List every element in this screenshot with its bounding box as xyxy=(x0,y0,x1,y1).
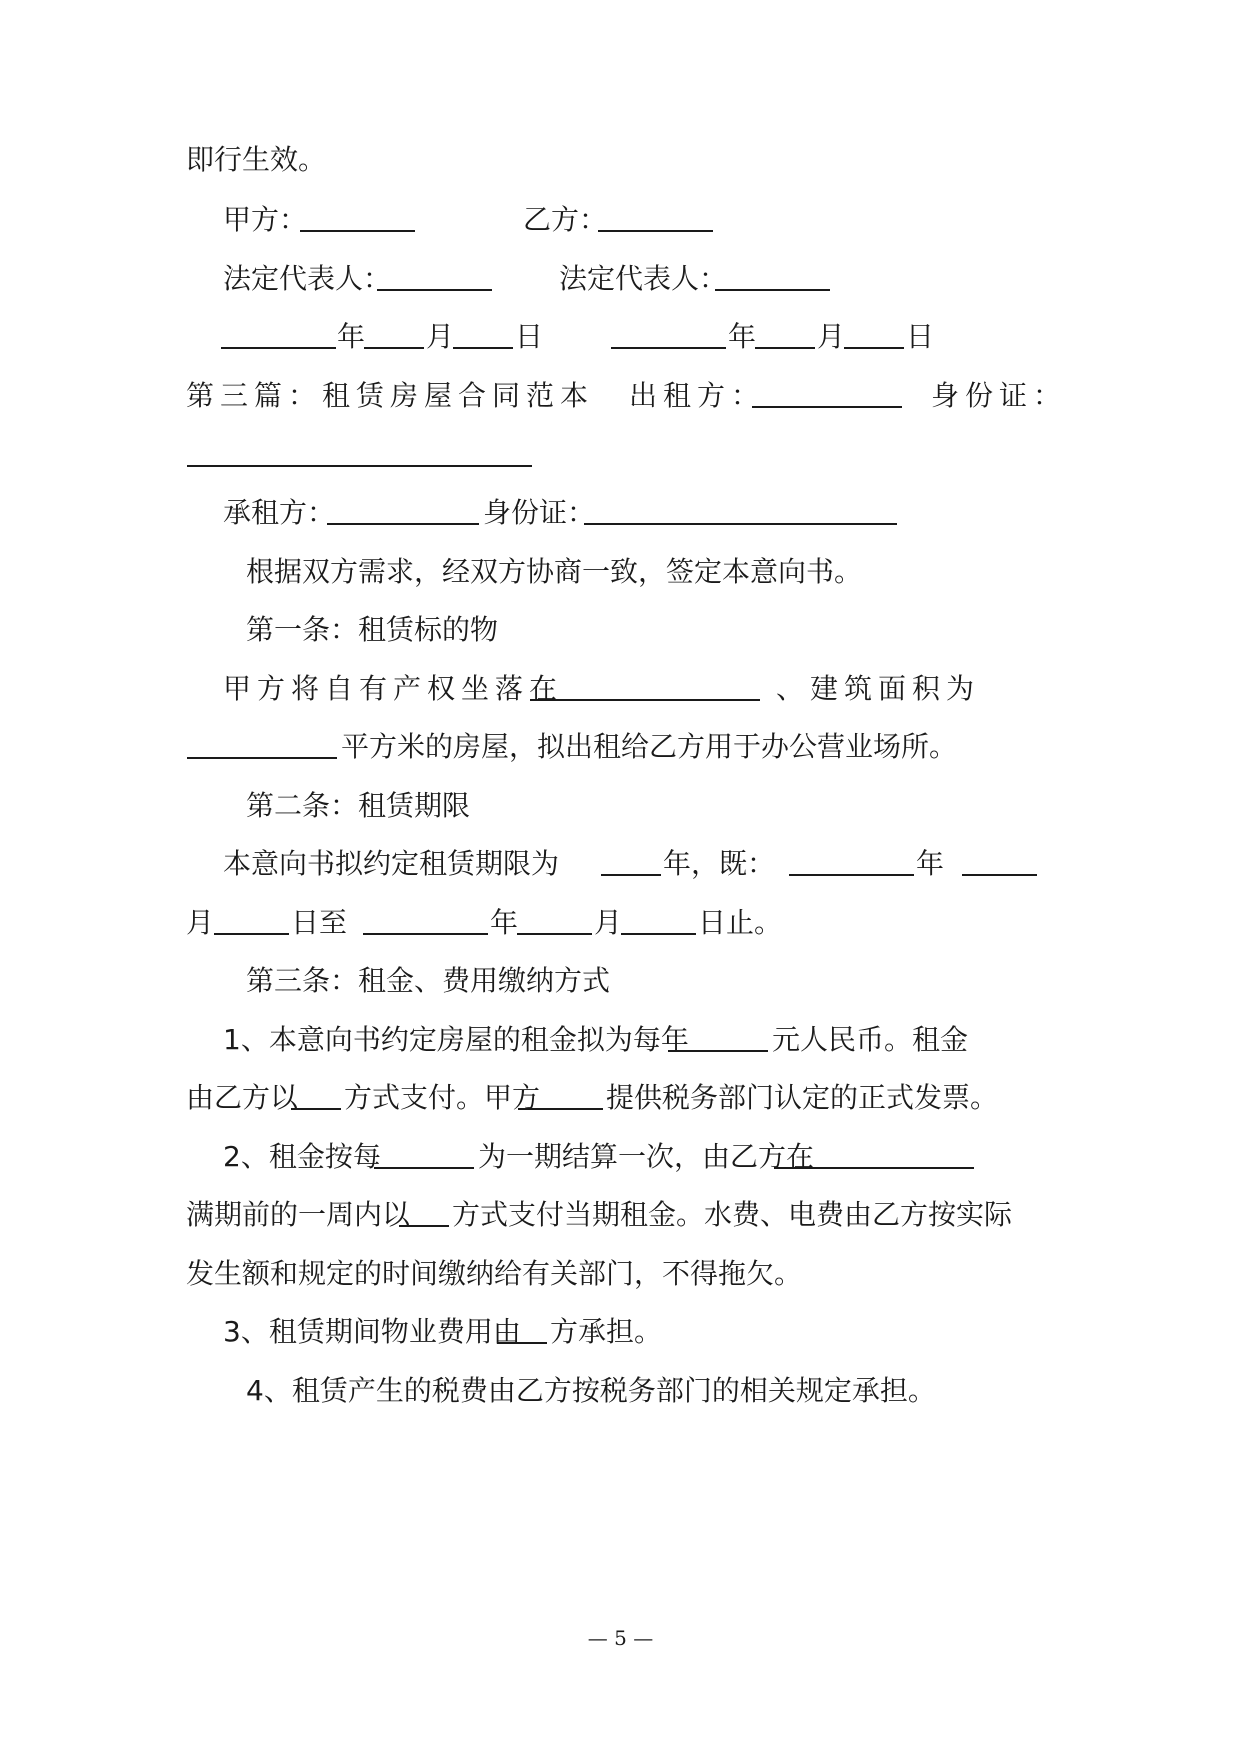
paragraph-text: 满期前的一周内以 xyxy=(186,1198,411,1231)
paragraph-text: 年 xyxy=(490,906,519,939)
paragraph-text: 4、租赁产生的税费由乙方按税务部门的相关规定承担。 xyxy=(246,1374,936,1407)
party-b-label: 乙方： xyxy=(523,203,608,236)
paragraph-text: 3、租赁期间物业费用由 xyxy=(223,1315,521,1348)
paragraph-text: 月 xyxy=(186,906,215,939)
paragraph xyxy=(186,1254,1056,1294)
month-label: 月 xyxy=(817,320,846,353)
month-label: 月 xyxy=(426,320,455,353)
representative-b-blank[interactable] xyxy=(715,259,830,291)
signature-date-line xyxy=(186,317,1056,357)
paragraph-text: 2、租金按每 xyxy=(223,1140,381,1173)
paragraph-text: 方式支付当期租金。水费、电费由乙方按实际 xyxy=(452,1198,1013,1231)
paragraph-text: 发生额和规定的时间缴纳给有关部门，不得拖欠。 xyxy=(186,1257,803,1290)
paragraph-text: 月 xyxy=(594,906,623,939)
payment-method-blank[interactable] xyxy=(291,1078,341,1110)
date-a-day-blank[interactable] xyxy=(453,317,513,349)
lessee-label: 承租方： xyxy=(223,496,336,529)
paragraph-text: 提供税务部门认定的正式发票。 xyxy=(606,1081,999,1114)
party-a-blank[interactable] xyxy=(300,200,415,232)
representative-b-label: 法定代表人： xyxy=(559,262,728,295)
article-title: 第一条：租赁标的物 xyxy=(246,613,499,646)
article-title: 第三条：租金、费用缴纳方式 xyxy=(246,964,611,997)
paragraph-text: 为一期结算一次，由乙方在 xyxy=(478,1140,815,1173)
paragraph xyxy=(186,1078,1056,1118)
paragraph-text: 甲方将自有产权坐落在 xyxy=(223,672,564,705)
paragraph-text: 日至 xyxy=(291,906,348,939)
paragraph xyxy=(186,1020,1056,1060)
lessee-blank[interactable] xyxy=(327,493,479,525)
start-year-blank[interactable] xyxy=(789,844,914,876)
section-heading: 第三篇：租赁房屋合同范本 xyxy=(186,379,595,412)
term-years-blank[interactable] xyxy=(601,844,661,876)
invoice-blank[interactable] xyxy=(518,1078,603,1110)
annual-rent-blank[interactable] xyxy=(668,1020,768,1052)
lessee-id-blank[interactable] xyxy=(584,493,897,525)
paragraph xyxy=(186,844,1056,884)
article-title: 第二条：租赁期限 xyxy=(246,789,471,822)
start-day-blank[interactable] xyxy=(214,903,289,935)
paragraph xyxy=(246,552,1116,592)
page-number: — 5 — xyxy=(587,1626,654,1650)
party-a-label: 甲方： xyxy=(223,203,308,236)
signature-representative-line xyxy=(186,259,1056,299)
paragraph xyxy=(186,1195,1056,1235)
paragraph-text: 即行生效。 xyxy=(186,143,327,176)
paragraph-text: 日止。 xyxy=(698,906,783,939)
paragraph xyxy=(186,903,1056,943)
paragraph xyxy=(186,1312,1056,1352)
paragraph xyxy=(246,1371,1116,1411)
paragraph-text: 方承担。 xyxy=(550,1315,663,1348)
paragraph xyxy=(186,1137,1056,1177)
paragraph-text: 由乙方以 xyxy=(186,1081,299,1114)
date-b-year-blank[interactable] xyxy=(611,317,726,349)
lessor-label: 出租方： xyxy=(629,379,766,412)
paragraph xyxy=(186,727,1056,767)
lessor-id-blank[interactable] xyxy=(187,435,532,467)
representative-a-label: 法定代表人： xyxy=(223,262,392,295)
property-location-blank[interactable] xyxy=(530,669,760,701)
representative-a-blank[interactable] xyxy=(377,259,492,291)
period-blank[interactable] xyxy=(374,1137,474,1169)
paragraph-text: 年 xyxy=(916,847,945,880)
paragraph xyxy=(186,669,1056,709)
paragraph-text: 元人民币。租金 xyxy=(772,1023,969,1056)
paragraph-text: 年，既： xyxy=(663,847,776,880)
end-month-blank[interactable] xyxy=(517,903,592,935)
paragraph-text: 根据双方需求，经双方协商一致，签定本意向书。 xyxy=(246,555,863,588)
end-year-blank[interactable] xyxy=(363,903,488,935)
section-heading-line xyxy=(186,376,1068,416)
year-label: 年 xyxy=(728,320,757,353)
signature-party-line xyxy=(186,200,1056,240)
lessor-id-label: 身份证： xyxy=(931,379,1068,412)
paragraph-text: 本意向书拟约定租赁期限为 xyxy=(223,847,560,880)
day-label: 日 xyxy=(515,320,544,353)
article-heading xyxy=(246,786,1116,826)
property-fee-party-blank[interactable] xyxy=(497,1312,547,1344)
paragraph-text: 平方米的房屋，拟出租给乙方用于办公营业场所。 xyxy=(341,730,958,763)
date-a-year-blank[interactable] xyxy=(221,317,336,349)
lessor-id-line xyxy=(186,435,1056,475)
paragraph-text: 方式支付。甲方 xyxy=(344,1081,541,1114)
period-payment-method-blank[interactable] xyxy=(399,1195,449,1227)
article-heading xyxy=(246,961,1116,1001)
party-b-blank[interactable] xyxy=(598,200,713,232)
paragraph-text: 1、本意向书约定房屋的租金拟为每年 xyxy=(223,1023,689,1056)
day-label: 日 xyxy=(906,320,935,353)
article-heading xyxy=(246,610,1116,650)
date-a-month-blank[interactable] xyxy=(364,317,424,349)
lessee-id-label: 身份证： xyxy=(483,496,596,529)
payment-date-blank[interactable] xyxy=(774,1137,974,1169)
area-blank[interactable] xyxy=(187,727,337,759)
start-month-blank[interactable] xyxy=(962,844,1037,876)
paragraph-text: 、建筑面积为 xyxy=(776,672,981,705)
date-b-month-blank[interactable] xyxy=(755,317,815,349)
date-b-day-blank[interactable] xyxy=(844,317,904,349)
end-day-blank[interactable] xyxy=(621,903,696,935)
paragraph xyxy=(186,140,1056,180)
year-label: 年 xyxy=(337,320,366,353)
lessor-blank[interactable] xyxy=(752,376,902,408)
lessee-line xyxy=(186,493,1056,533)
